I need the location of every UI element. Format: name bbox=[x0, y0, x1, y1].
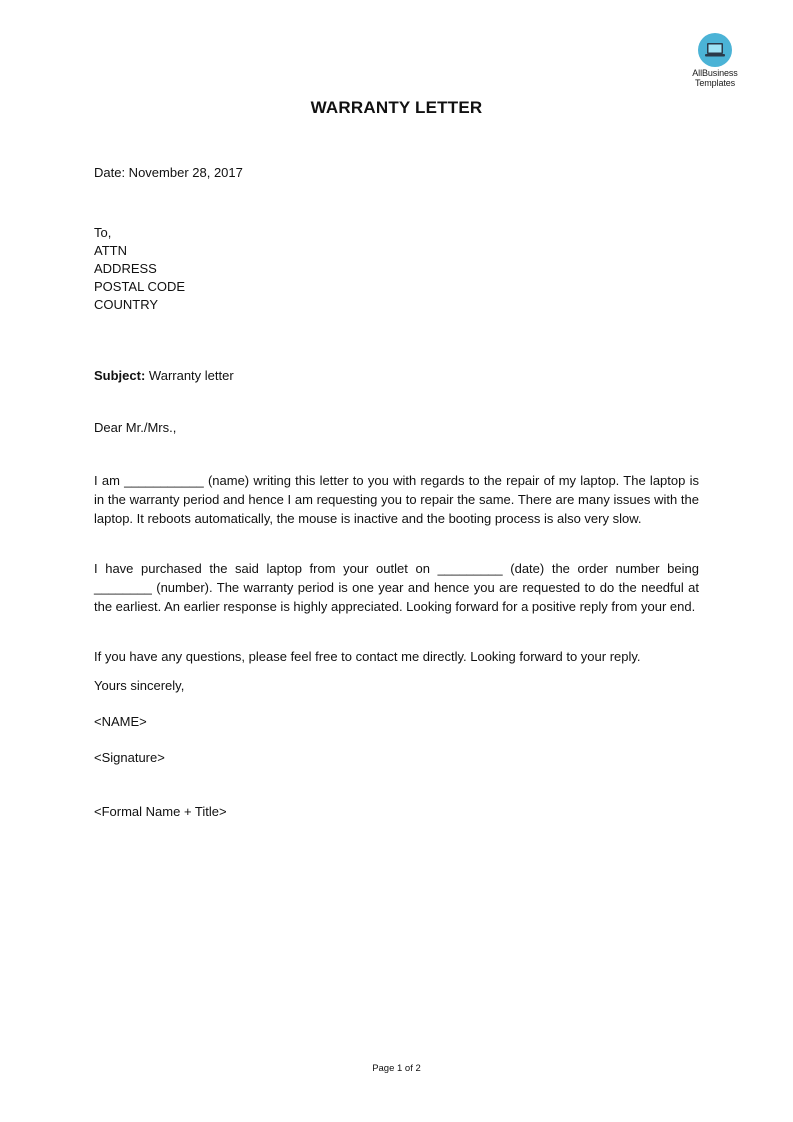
brand-logo bbox=[684, 33, 746, 88]
paragraph-2-part-2: (date) the order number being bbox=[510, 561, 699, 576]
number-blank: ________ bbox=[94, 580, 152, 596]
salutation: Dear Mr./Mrs., bbox=[94, 420, 177, 435]
paragraph-2-part-1: I have purchased the said laptop from your outlet on bbox=[94, 561, 430, 576]
address-country: COUNTRY bbox=[94, 297, 159, 312]
paragraph-2-part-3: (number). The warranty period is one year and hence you are requested to do the needful at the earliest. An earlier response is highly appreciated. Looking forward for a positive reply from your end. bbox=[94, 580, 699, 615]
paragraph-1-part-1: I am bbox=[94, 473, 120, 488]
name-blank: ___________ bbox=[124, 473, 204, 488]
logo-line-2: Templates bbox=[694, 78, 736, 88]
subject-value: Warranty letter bbox=[148, 368, 234, 383]
formal-name-placeholder: <Formal Name + Title> bbox=[94, 804, 227, 819]
subject-label: Subject: bbox=[94, 368, 146, 383]
paragraph-1 bbox=[94, 471, 699, 529]
paragraph-3: If you have any questions, please feel free to contact me directly. Looking forward to your reply. bbox=[94, 649, 641, 664]
date-blank: _________ bbox=[437, 561, 503, 576]
address-to: To, bbox=[94, 225, 112, 240]
name-placeholder: <NAME> bbox=[94, 714, 147, 729]
paragraph-1-part-2: (name) writing this letter to you with regards to the repair of my laptop. The laptop is in the warranty period and hence I am requesting you to repair the same. There are many issues with the laptop. It reboots automatically, the mouse is inactive and the booting process is also very slow. bbox=[94, 473, 699, 527]
paragraph-2 bbox=[94, 559, 699, 617]
laptop-icon bbox=[698, 33, 732, 67]
page-number: Page 1 of 2 bbox=[372, 1063, 421, 1074]
subject-line bbox=[94, 367, 234, 385]
letter-title: WARRANTY LETTER bbox=[310, 98, 483, 117]
letter-date: Date: November 28, 2017 bbox=[94, 165, 243, 180]
signature-placeholder: <Signature> bbox=[94, 750, 165, 765]
address-attn: ATTN bbox=[94, 243, 127, 258]
logo-line-1: AllBusiness bbox=[692, 68, 738, 78]
address-line: ADDRESS bbox=[94, 261, 157, 276]
address-postal-code: POSTAL CODE bbox=[94, 279, 186, 294]
closing: Yours sincerely, bbox=[94, 678, 185, 693]
